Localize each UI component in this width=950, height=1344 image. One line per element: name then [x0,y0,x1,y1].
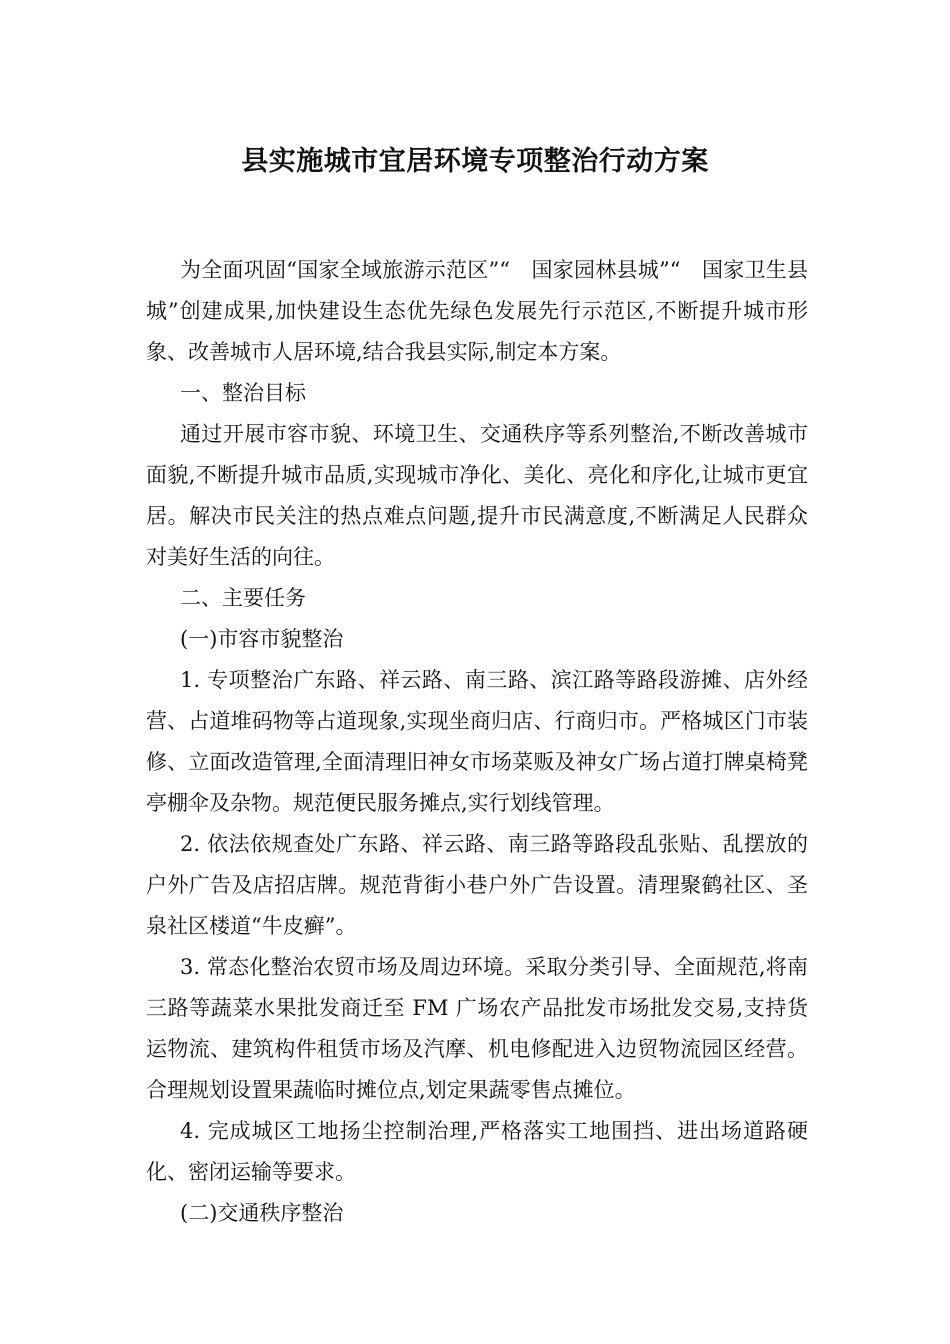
subsection-heading-cityscape: (一)市容市貌整治 [180,627,344,651]
subsection-heading-traffic: (二)交通秩序整治 [180,1201,344,1225]
task-item-2: 2. 依法依规查处广东路、祥云路、南三路等路段乱张贴、乱摆放的户外广告及店招店牌。规范背街小巷户外广告设置。清理聚鹤社区、圣泉社区楼道“牛皮癣”。 [146,832,808,938]
document-body [146,250,808,1234]
task-item-4: 4. 完成城区工地扬尘控制治理,严格落实工地围挡、进出场道路硬化、密闭运输等要求。 [146,1119,808,1184]
section-heading-tasks: 二、主要任务 [180,586,306,610]
section-heading-goals: 一、整治目标 [180,381,306,405]
goals-paragraph: 通过开展市容市貌、环境卫生、交通秩序等系列整治,不断改善城市面貌,不断提升城市品质,实现城市净化、美化、亮化和序化,让城市更宜居。解决市民关注的热点难点问题,提升市民满意度,不断满足人民群众对美好生活的向往。 [146,422,808,569]
document-title: 县实施城市宜居环境专项整治行动方案 [241,146,709,177]
task-item-1: 1. 专项整治广东路、祥云路、南三路、滨江路等路段游摊、店外经营、占道堆码物等占道现象,实现坐商归店、行商归市。严格城区门市装修、立面改造管理,全面清理旧神女市场菜贩及神女广场占道打牌桌椅凳亭棚伞及杂物。规范便民服务摊点,实行划线管理。 [146,668,808,815]
intro-paragraph: 为全面巩固“国家全域旅游示范区”“ 国家园林县城”“ 国家卫生县城”创建成果,加快建设生态优先绿色发展先行示范区,不断提升城市形象、改善城市人居环境,结合我县实际,制定本方案。 [146,258,808,364]
task-item-3: 3. 常态化整治农贸市场及周边环境。采取分类引导、全面规范,将南三路等蔬菜水果批发商迁至 FM 广场农产品批发市场批发交易,支持货运物流、建筑构件租赁市场及汽摩、机电修配进入边贸物流园区经营。合理规划设置果蔬临时摊位点,划定果蔬零售点摊位。 [146,955,808,1102]
